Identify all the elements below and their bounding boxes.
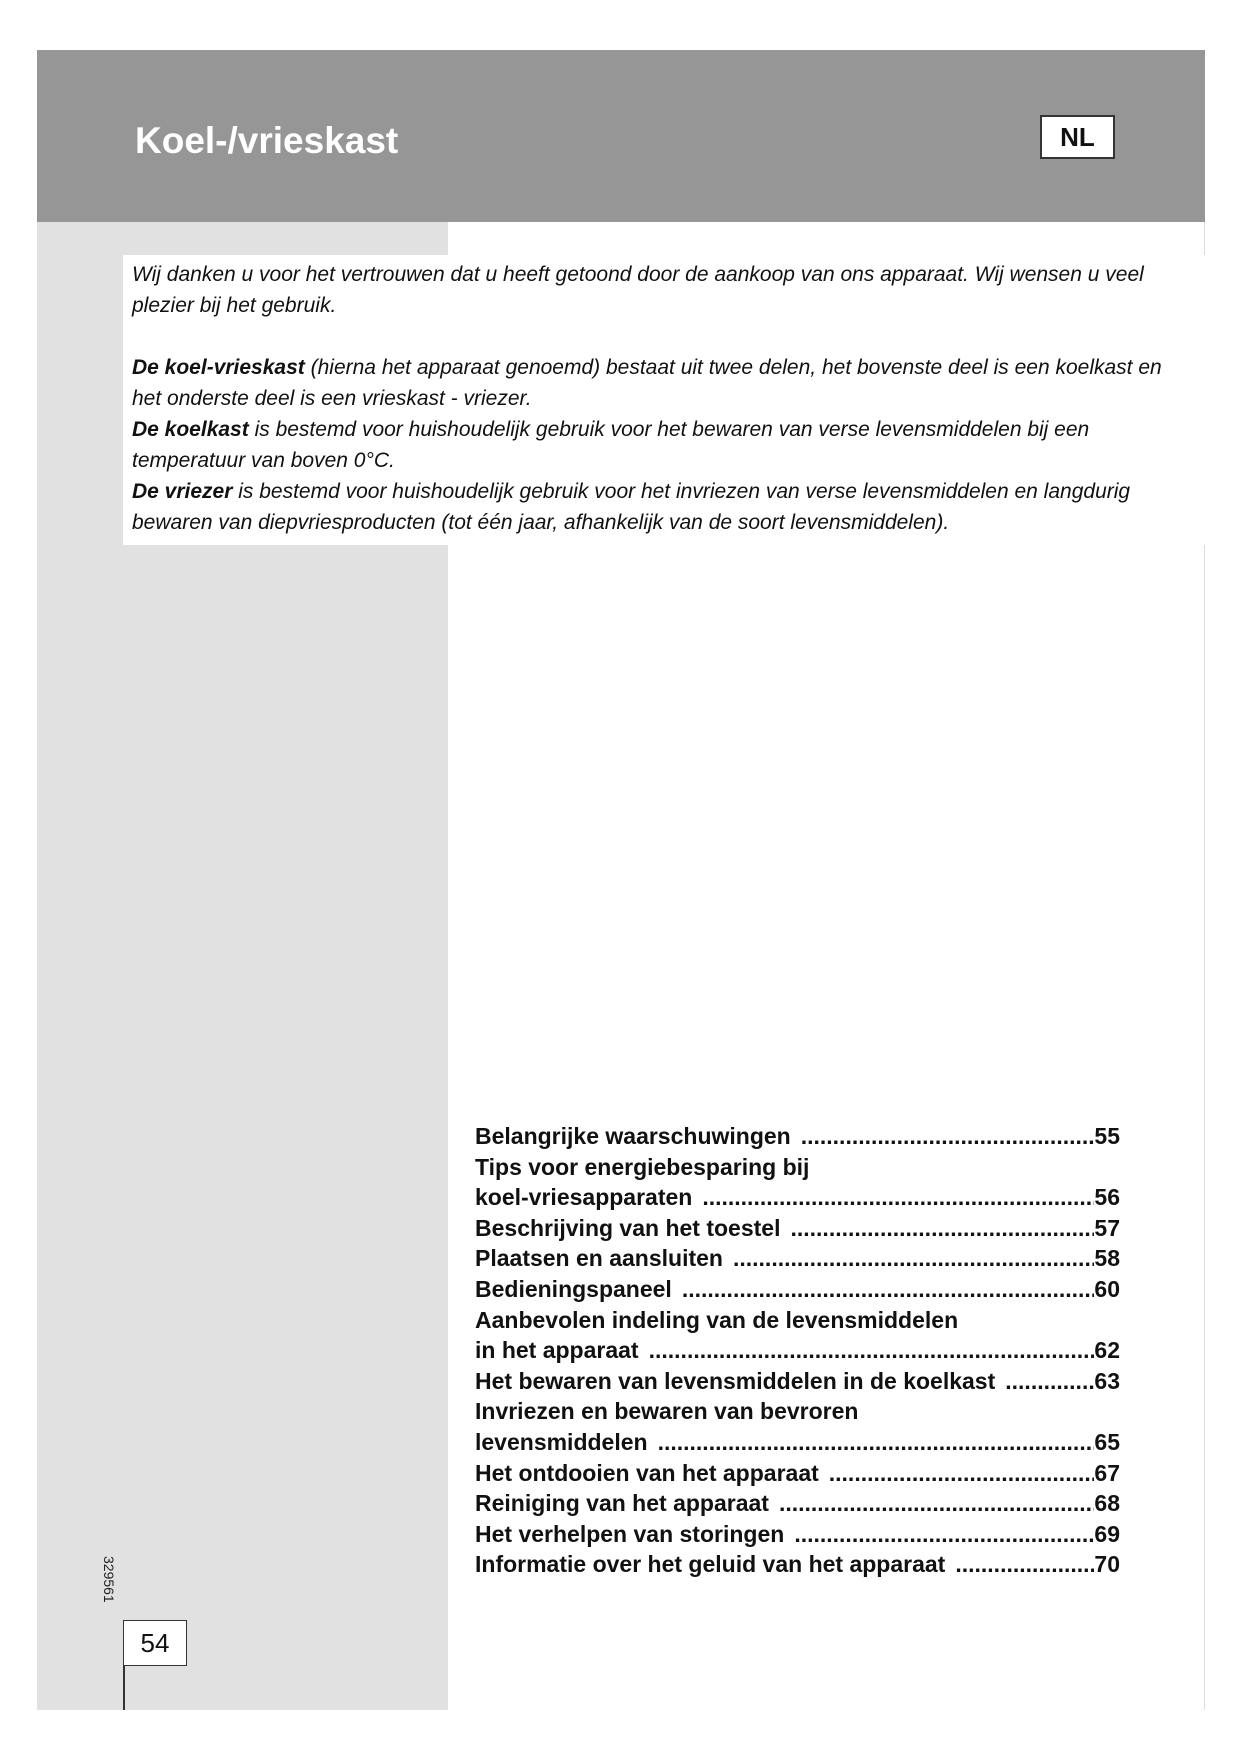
toc-entry-label: in het apparaat — [475, 1337, 639, 1364]
fridge-text: is bestemd voor huishoudelijk gebruik voor het bewaren van verse levensmiddelen bij een temperatuur van boven 0°C. — [132, 418, 1090, 472]
toc-entry-page: 70 — [1094, 1551, 1120, 1578]
toc-entry-label: levensmiddelen — [475, 1428, 648, 1455]
document-code: 329561 — [101, 1556, 117, 1603]
toc-leader-dots — [995, 1366, 1094, 1397]
intro-freezer — [132, 476, 1162, 538]
toc-entry-label: Het verhelpen van storingen — [475, 1520, 785, 1547]
language-badge: NL — [1040, 115, 1115, 159]
page-number: 54 — [123, 1620, 187, 1666]
fridge-freezer-term: De koel-vrieskast — [132, 356, 305, 379]
toc-entry-label: Bedieningspaneel — [475, 1275, 672, 1302]
toc-entry-label: koel-vriesapparaten — [475, 1184, 693, 1211]
page-number-line — [123, 1665, 125, 1710]
toc-entry-page: 69 — [1094, 1520, 1120, 1547]
toc-leader-dots — [784, 1519, 1094, 1550]
toc-leader-dots — [639, 1335, 1095, 1366]
intro-thanks: Wij danken u voor het vertrouwen dat u heeft getoond door de aankoop van ons apparaat. Wij wensen u veel plezier bij het gebruik. — [132, 263, 1144, 317]
toc-entry — [475, 1305, 1120, 1336]
toc-leader-dots — [723, 1243, 1094, 1274]
intro-fridge — [132, 414, 1162, 476]
freezer-text: is bestemd voor huishoudelijk gebruik voor het invriezen van verse levensmiddelen en langdurig bewaren van diepvriesproducten (tot één jaar, afhankelijk van de soort levensmiddelen). — [132, 480, 1131, 534]
toc-entry-page: 62 — [1094, 1337, 1120, 1364]
toc-entry-label: Invriezen en bewaren van bevroren — [475, 1398, 859, 1425]
fridge-term: De koelkast — [132, 418, 249, 441]
toc-entry-label: Beschrijving van het toestel — [475, 1214, 781, 1241]
intro-fridge-freezer — [132, 352, 1162, 414]
table-of-contents — [475, 1121, 1120, 1580]
toc-entry-label: Aanbevolen indeling van de levensmiddelen — [475, 1306, 959, 1333]
toc-leader-dots — [769, 1488, 1094, 1519]
toc-leader-dots — [945, 1549, 1094, 1580]
toc-entry — [475, 1366, 1120, 1397]
toc-entry-label: Tips voor energiebesparing bij — [475, 1153, 810, 1180]
toc-leader-dots — [780, 1213, 1094, 1244]
toc-entry — [475, 1427, 1120, 1458]
page-title: Koel-/vrieskast — [135, 120, 399, 161]
toc-entry — [475, 1152, 1120, 1183]
toc-entry — [475, 1335, 1120, 1366]
toc-entry-page: 67 — [1094, 1459, 1120, 1486]
toc-leader-dots — [791, 1121, 1095, 1152]
toc-entry-page: 65 — [1094, 1428, 1120, 1455]
toc-entry — [475, 1274, 1120, 1305]
toc-entry — [475, 1182, 1120, 1213]
toc-entry-label: Belangrijke waarschuwingen — [475, 1123, 791, 1149]
toc-entry-label: Het ontdooien van het apparaat — [475, 1459, 819, 1486]
toc-entry — [475, 1458, 1120, 1489]
toc-entry-page: 60 — [1094, 1275, 1120, 1302]
toc-entry-label: Reiniging van het apparaat — [475, 1490, 769, 1517]
toc-entry-page: 56 — [1094, 1184, 1120, 1211]
toc-entry-page: 57 — [1094, 1214, 1120, 1241]
toc-entry — [475, 1519, 1120, 1550]
toc-entry-label: Plaatsen en aansluiten — [475, 1245, 723, 1272]
toc-entry — [475, 1488, 1120, 1519]
toc-leader-dots — [648, 1427, 1095, 1458]
toc-leader-dots — [692, 1182, 1094, 1213]
toc-leader-dots — [672, 1274, 1095, 1305]
toc-entry — [475, 1396, 1120, 1427]
toc-entry-page: 55 — [1094, 1123, 1120, 1149]
toc-leader-dots — [819, 1458, 1095, 1489]
toc-entry-page: 58 — [1094, 1245, 1120, 1272]
toc-entry — [475, 1549, 1120, 1580]
toc-entry-label: Informatie over het geluid van het apparaat — [475, 1551, 946, 1578]
toc-entry-page: 68 — [1094, 1490, 1120, 1517]
toc-entry-label: Het bewaren van levensmiddelen in de koelkast — [475, 1367, 996, 1394]
freezer-term: De vriezer — [132, 480, 233, 503]
fridge-freezer-text: (hierna het apparaat genoemd) bestaat uit twee delen, het bovenste deel is een koelkast en het onderste deel is een vrieskast - vriezer. — [132, 356, 1162, 410]
toc-entry — [475, 1121, 1120, 1152]
toc-entry — [475, 1243, 1120, 1274]
toc-entry — [475, 1213, 1120, 1244]
intro-text — [132, 259, 1162, 538]
toc-entry-page: 63 — [1094, 1367, 1120, 1394]
